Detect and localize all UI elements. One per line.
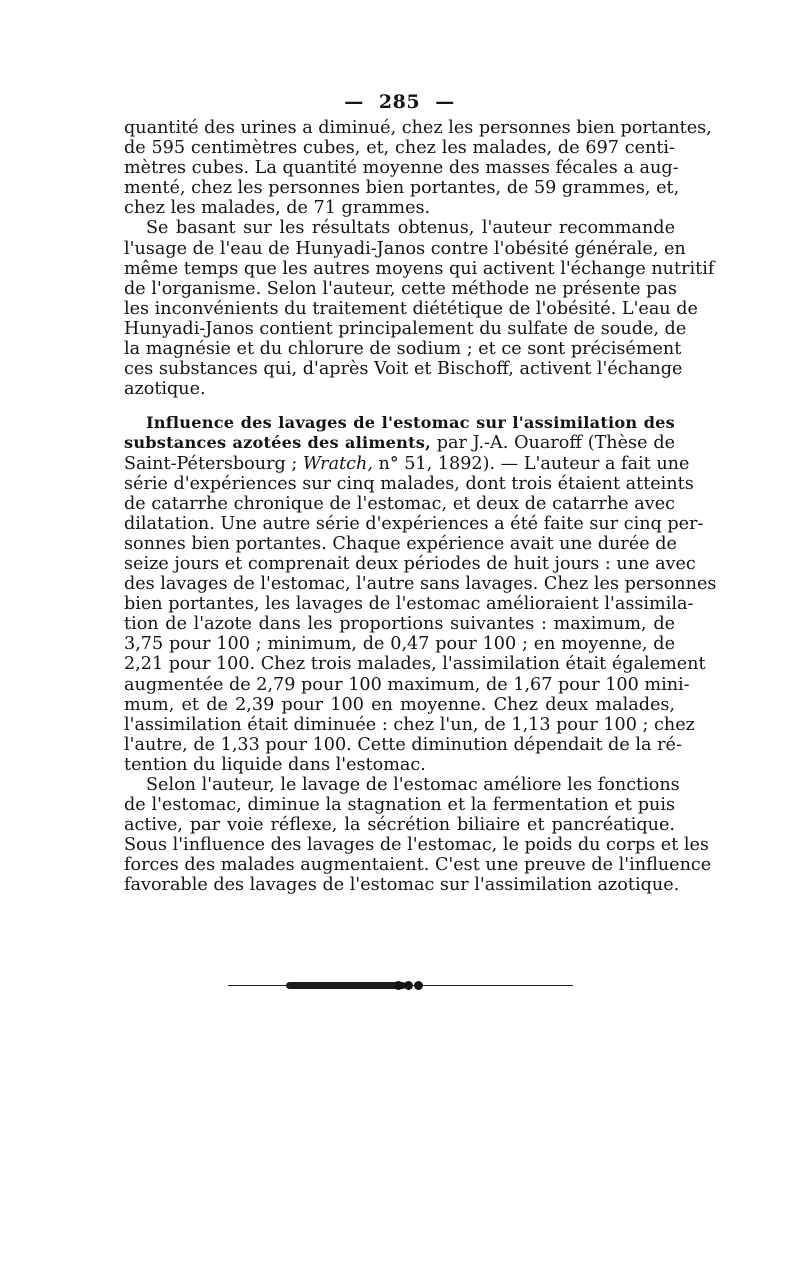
text-line: active, par voie réflexe, la sécrétion biliaire et pancréatique. [124,815,675,836]
text-line: favorable des lavages de l'estomac sur l'assimilation azotique. [124,875,680,896]
running-head-dash-left: — [344,91,364,113]
page-body [124,88,717,896]
rule-ornament-dot [414,981,423,990]
text-line: mum, et de 2,39 pour 100 en moyenne. Chez deux malades, [124,694,675,715]
rule-ornament-bar [286,982,406,989]
citation-place: Saint-Pétersbourg ; [124,453,303,474]
section-heading-bold: substances azotées des aliments, [124,433,431,453]
section-end-ornament-rule [228,980,573,992]
citation-journal: Wratch, [302,453,373,474]
citation-authors: par J.-A. Ouaroff (Thèse de [430,433,675,454]
section-heading-line-2 [124,433,675,453]
text-line: bien portantes, les lavages de l'estomac amélioraient l'assimila- [124,594,694,615]
text-line: quantité des urines a diminué, chez les personnes bien portantes, [124,118,712,138]
text-line: même temps que les autres moyens qui activent l'échange nutritif [124,258,715,279]
text-line: Selon l'auteur, le lavage de l'estomac améliore les fonctions [146,775,680,795]
text-line: 3,75 pour 100 ; minimum, de 0,47 pour 100 ; en moyenne, de [124,634,675,655]
text-line: l'usage de l'eau de Hunyadi-Janos contre l'obésité générale, en [124,238,686,259]
text-line: de l'organisme. Selon l'auteur, cette méthode ne présente pas [124,278,677,299]
text-line: augmentée de 2,79 pour 100 maximum, de 1,67 pour 100 mini- [124,674,690,695]
section-influence-lavages [124,413,717,896]
text-line: mètres cubes. La quantité moyenne des masses fécales a aug- [124,158,679,179]
text-line: les inconvénients du traitement diététique de l'obésité. L'eau de [124,298,698,319]
rule-ornament-dot [394,981,403,990]
text-line: azotique. [124,379,206,400]
paragraph-continued [124,118,715,400]
text-line: ces substances qui, d'après Voit et Bischoff, activent l'échange [124,359,683,380]
text-line: de 595 centimètres cubes, et, chez les malades, de 697 centi- [124,138,675,159]
text-line: de l'estomac, diminue la stagnation et la fermentation et puis [124,795,675,816]
text-line: Se basant sur les résultats obtenus, l'auteur recommande [146,218,675,239]
text-line: Hunyadi-Janos contient principalement du sulfate de soude, de [124,318,687,339]
text-line: tion de l'azote dans les proportions suivantes : maximum, de [124,614,675,635]
running-head-dash-right: — [435,91,455,113]
text-line: menté, chez les personnes bien portantes, de 59 grammes, et, [124,178,680,199]
citation-issue: n° 51, 1892). — L'auteur a fait une [372,453,690,474]
text-line: forces des malades augmentaient. C'est une preuve de l'influence [124,855,712,876]
text-line: l'autre, de 1,33 pour 100. Cette diminution dépendait de la ré- [124,734,682,755]
text-line: tention du liquide dans l'estomac. [124,754,426,775]
section-heading: Influence des lavages de l'estomac sur l'assimilation des [146,413,675,433]
text-line: Sous l'influence des lavages de l'estomac, le poids du corps et les [124,835,709,856]
text-line: série d'expériences sur cinq malades, dont trois étaient atteints [124,473,694,494]
text-line: 2,21 pour 100. Chez trois malades, l'assimilation était également [124,654,706,675]
page-number: 285 [378,91,421,113]
text-line: sonnes bien portantes. Chaque expérience avait une durée de [124,533,677,554]
rule-ornament-dot [404,981,413,990]
text-line: dilatation. Une autre série d'expériences a été faite sur cinq per- [124,513,704,534]
running-head [124,88,675,116]
text-line: seize jours et comprenait deux périodes de huit jours : une avec [124,553,696,574]
text-line: des lavages de l'estomac, l'autre sans lavages. Chez les personnes [124,574,717,595]
text-line: l'assimilation était diminuée : chez l'un, de 1,13 pour 100 ; chez [124,714,695,735]
text-line: de catarrhe chronique de l'estomac, et deux de catarrhe avec [124,493,675,514]
text-line: chez les malades, de 71 grammes. [124,198,431,219]
text-line: la magnésie et du chlorure de sodium ; et ce sont précisément [124,339,682,360]
citation-line [124,453,690,474]
